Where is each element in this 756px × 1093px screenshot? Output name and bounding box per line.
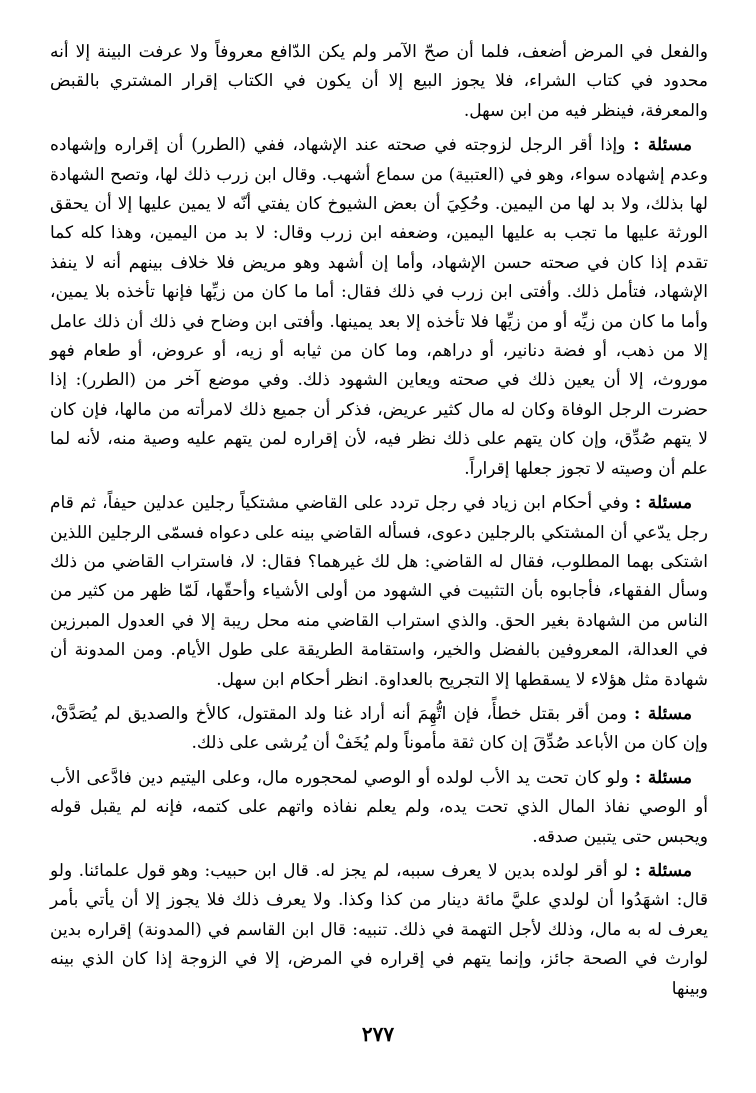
- section-text: وإذا أقر الرجل لزوجته في صحته عند الإشهاد، ففي (الطرر) أن إقراره وإشهاده وعدم إشهاده سواء، وهو في (العتبية) من سماع أشهب. وقال ابن زرب ذلك لها، وتصح الشهادة لها بذلك، ولا بد لها من اليمين. وحُكِيَ أن بعض الشيوخ كان يفتي أنّه لا يمين عليها إلا أن يحقق الورثة عليها ما تجب به عليها اليمين، وضعفه ابن زرب وقال: لا بد من اليمين، وهذا كله كما تقدم إذا كان في صحته حسن الإشهاد، وأما إن أشهد وهو مريض فلا خلاف بينهم أنه لا ينفذ الإشهاد، فتأمل ذلك. وأفتى ابن زرب في ذلك فقال: أما ما كان من زيِّها فإنها تأخذه بلا يمين، وأما ما كان من زيِّه أو من زيِّها فلا تأخذه إلا بعد يمينها. وأفتى ابن وضاح في ذلك أن ذلك عامل إلا من ذهب، أو فضة دنانير، أو دراهم، وما كان من ثيابه أو زيه، أو عروض، أو طعام فهو موروث، إلا أن يعين ذلك في صحته ويعاين الشهود ذلك. وفي موضع آخر من (الطرر): إذا حضرت الرجل الوفاة وكان له مال كثير عريض، فذكر أن جميع ذلك لامرأته من مالها، فإن كان لا يتهم صُدِّق، وإن كان يتهم على ذلك نظر فيه، لأن إقراره لمن يتهم عليه وصية منه، لأنه لما علم أن وصيته لا تجوز جعلها إقراراً.: [50, 135, 709, 479]
- section-label: مسئلة :: [634, 493, 692, 514]
- section-text: ولو كان تحت يد الأب لولده أو الوصي لمحجوره مال، وعلى اليتيم دين فادَّعى الأب أو الوصي نفاذ المال الذي تحت يده، ولم يعلم نفاذه واتهم على كتمه، فإنه لم يقبل قوله ويحبس حتى يتبين صدقه.: [50, 767, 708, 847]
- section-text: لو أقر لولده بدين لا يعرف سببه، لم يجز له. قال ابن حبيب: وهو قول علمائنا. ولو قال: اشهَدُوا أن لولدي عليَّ مائة دينار من كذا وكذا. ولا يعرف ذلك فلا يجوز إلا أن يأتي بأمر يعرف له به مال، وذلك لأجل التهمة في ذلك. تنبيه: قال ابن القاسم في (المدونة) إقراره بدين لوارث في الصحة جائز، وإنما يتهم في إقراره في المرض، إلا في الزوجة إذا كان الذي بينه وبينها: [50, 860, 708, 999]
- section-paragraph: [50, 857, 708, 1004]
- section-paragraph: [50, 489, 708, 695]
- intro-paragraph: والفعل في المرض أضعف، فلما أن صحّ الآمر ولم يكن الدّافع معروفاً ولا عرفت البينة إلا أنه محدود في كتاب الشراء، فلا يجوز البيع إلا أن يكون في الكتاب إقرار المشتري بالقبض والمعرفة، فينظر فيه من ابن سهل.: [50, 42, 708, 121]
- section-label: مسئلة :: [633, 135, 692, 156]
- section-paragraph: [50, 700, 708, 759]
- section-text: وفي أحكام ابن زياد في رجل تردد على القاضي مشتكياً رجلين عدلين حيفاً، ثم قام رجل يدّعي أن المشتكي بالرجلين دعوى، فسأله القاضي بينه على دعواه فسمّى الرجلين اللذين اشتكى بهما المطلوب، فقال له القاضي: هل لك غيرهما؟ فقال: لا، فاستراب القاضي من ذلك وسأل الفقهاء، فأجابوه بأن التثبيت في الشهود من أولى الأشياء وأحقّها، لَمّا ظهر من كثير من الناس من الشهادة بغير الحق. والذي استراب القاضي منه محل ريبة إلا في العدول المبرزين في العدالة، المعروفين بالفضل والخير، واستقامة الطريقة على طول الأيام. ومن المدونة أن شهادة مثل هؤلاء لا يسقطها إلا التجريح بالعداوة. انظر أحكام ابن سهل.: [50, 493, 708, 690]
- page-number: ٢٧٧: [361, 1022, 395, 1046]
- section-label: مسئلة :: [634, 767, 693, 788]
- section-label: مسئلة :: [634, 860, 692, 881]
- section-text: ومن أقر بقتل خطأً، فإن اتُّهِمَ أنه أراد غنا ولد المقتول، كالأخ والصديق لم يُصَدَّقْ، وإن كان من الأباعد صُدِّقَ إن كان ثقة مأموناً ولم يُخَفْ أن يُرشى على ذلك.: [50, 703, 708, 754]
- section-paragraph: [50, 131, 708, 484]
- body-text: [50, 38, 708, 1004]
- section-label: مسئلة :: [633, 703, 693, 724]
- section-paragraph: [50, 764, 708, 852]
